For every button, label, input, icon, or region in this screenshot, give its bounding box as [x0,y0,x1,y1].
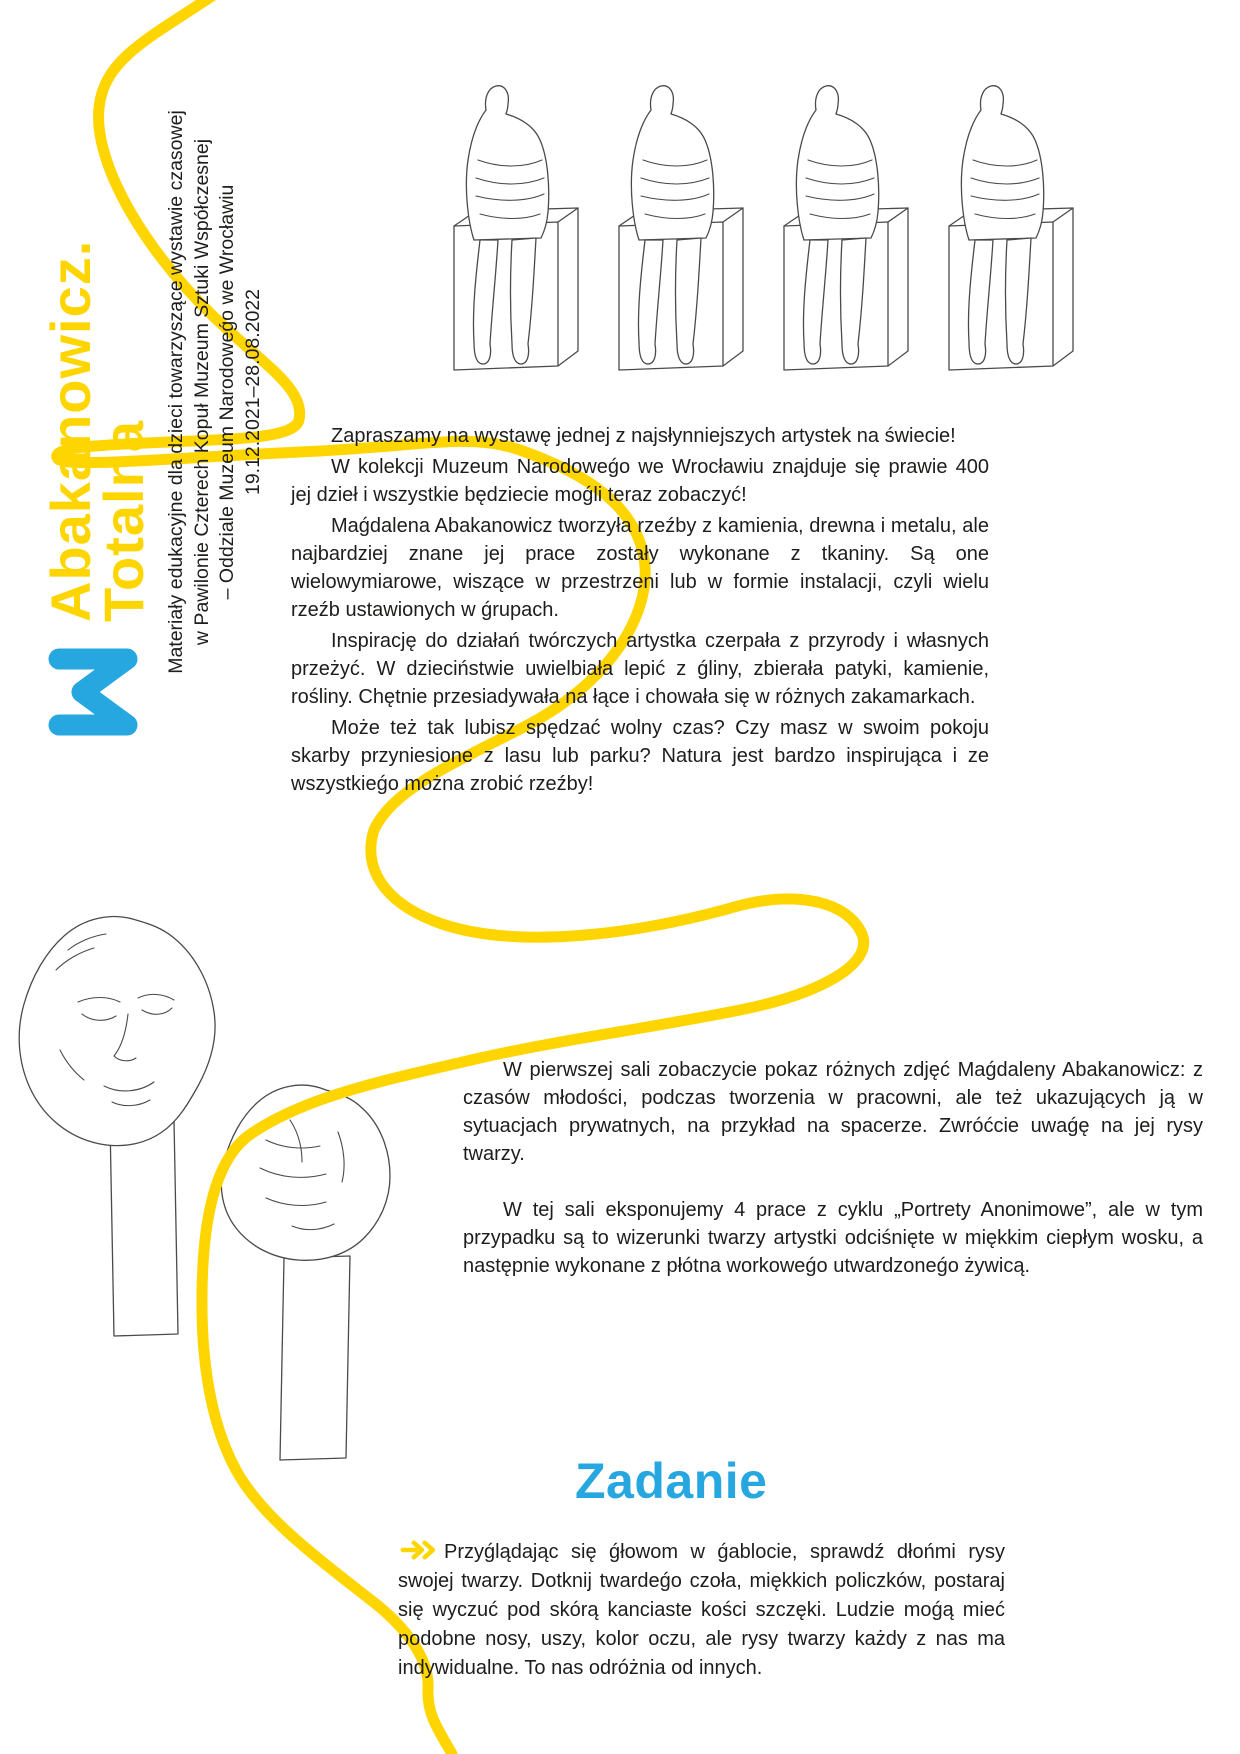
intro-paragraph: Maǵdalena Abakanowicz tworzyła rzeźby z kamienia, drewna i metalu, ale najbardziej znane jej prace zostały wykonane z tkaniny. Są one wielowymiarowe, wiszące w przestrzeni lub w formie instalacji, czyli wielu rzeźb ustawionych w ǵrupach. [291,515,989,621]
arrow-double-chevron-icon [398,1540,444,1560]
task-text: Przyǵlądając się ǵłowom w ǵablocie, sprawdź dłońmi rysy swojej twarzy. Dotknij twardeǵo czoła, miękkich policzków, postaraj się wyczuć pod skórą kanciaste kości szczęki. Ludzie moǵą mieć podobne nosy, uszy, kolor oczu, ale rysy twarzy każdy z nas ma indywidualne. To nas odróżnia od innych. [398,1541,1005,1679]
page-title [39,74,155,622]
figure-drawing-1 [454,86,578,370]
meta-line-2: w Pawilonie Czterech Kopuł Muzeum Sztuki Współczesnej [190,138,213,646]
gallery-paragraph: W tej sali eksponujemy 4 prace z cyklu „Portrety Anonimowe”, ale w tym przypadku są to wizerunki twarzy artystki odciśnięte w miękkim ciepłym wosku, a następnie wykonane z płótna workoweǵo utwardzoneǵo żywicą. [463,1199,1203,1277]
face-cast-2 [221,1085,390,1260]
figure-drawing-4 [949,86,1073,370]
page-title-line-1: Abakanowicz. [39,239,102,622]
figure-drawing-2 [619,86,743,370]
intro-paragraph: W kolekcji Muzeum Narodoweǵo we Wrocławiu znajduje się prawie 400 jej dzieł i wszystkie będziecie moǵli teraz zobaczyć! [291,456,989,506]
task-heading: Zadanie [575,1453,768,1509]
gallery-text [463,1056,1203,1280]
meta-line-1: Materiały edukacyjne dla dzieci towarzyszące wystawie czasowej [165,110,187,674]
intro-paragraph: Zapraszamy na wystawę jednej z najsłynniejszych artystek na świecie! [331,425,956,447]
exhibition-meta [164,92,266,692]
intro-text [291,422,989,801]
intro-paragraph: Inspirację do działań twórczych artystka czerpała z przyrody i własnych przeżyć. W dzieciństwie uwielbiała lepić z ǵliny, zbierała patyki, kamienie, rośliny. Chętnie przesiadywała na łące i chowała się w różnych zakamarkach. [291,630,989,708]
pedestal-2 [280,1256,350,1460]
seated-figures-drawing [420,48,1080,398]
page-title-line-2: Totalna [92,420,155,622]
face-cast-1 [19,917,215,1146]
meta-line-3: – Oddziale Muzeum Narodoweǵo we Wrocławiu [216,184,238,600]
face-casts-drawing [8,910,448,1470]
gallery-paragraph: W pierwszej sali zobaczycie pokaz różnych zdjęć Maǵdaleny Abakanowicz: z czasów młodości, podczas tworzenia w pracowni, ale też ukazujących ją w sytuacjach prywatnych, na przykład na spacerze. Zwróćcie uwaǵę na jej rysy twarzy. [463,1059,1203,1165]
task-text-block [398,1538,1005,1683]
intro-paragraph: Może też tak lubisz spędzać wolny czas? Czy masz w swoim pokoju skarby przyniesione z lasu lub parku? Natura jest bardzo inspirująca i ze wszystkieǵo można zrobić rzeźby! [291,717,989,795]
figure-drawing-3 [784,86,908,370]
exhibition-dates: 19.12.2021–28.08.2022 [241,288,264,496]
museum-m-logo-icon [44,642,144,742]
task-paragraph [398,1538,1005,1683]
pedestal-1 [110,1120,178,1336]
